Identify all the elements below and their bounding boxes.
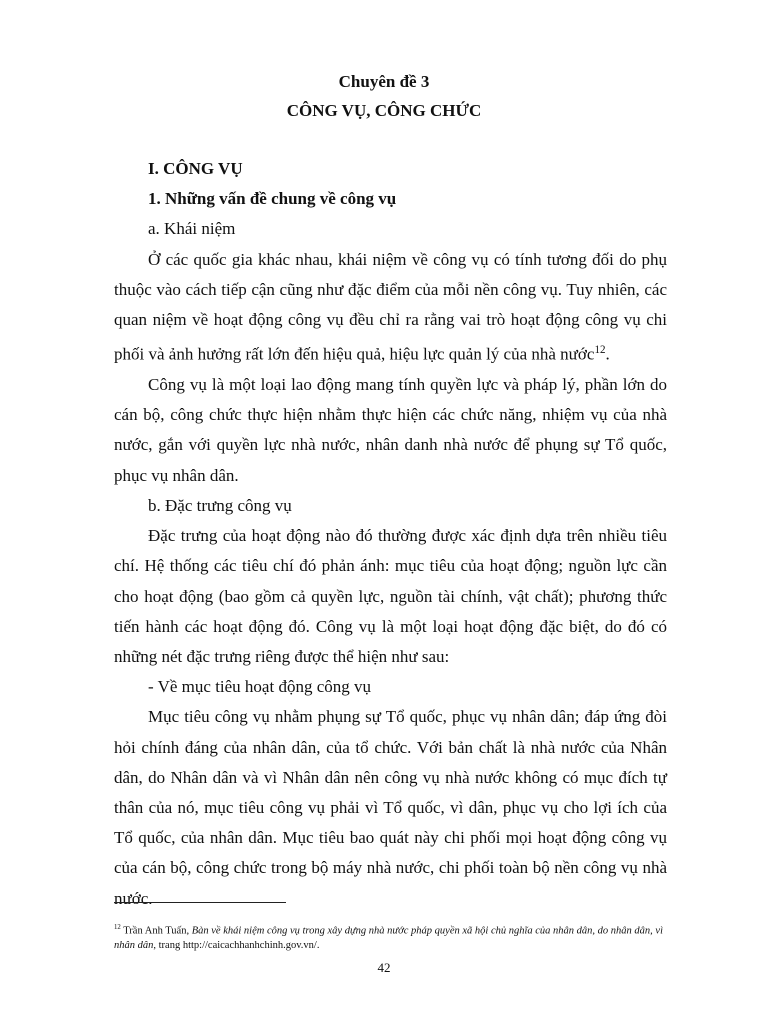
footnote-divider: [114, 902, 286, 903]
paragraph-text: Ở các quốc gia khác nhau, khái niệm về công vụ có tính tương đối do phụ thuộc vào cách tiếp cận cũng như đặc điểm của mỗi nền công vụ. Tuy nhiên, các quan niệm về hoạt động công vụ đều chỉ ra rằng vai trò hoạt động công vụ chi phối và ảnh hưởng rất lớn đến hiệu quả, hiệu lực quản lý của nhà nước: [114, 249, 667, 364]
footnote-work-title: Bàn về khái niệm công vụ trong xây dựng nhà nước pháp quyền xã hội chủ nghĩa của nhân dân, do nhân dân, vì nhân dân: [114, 925, 664, 951]
paragraph-end: .: [605, 344, 610, 364]
subsection-heading: 1. Những vấn đề chung về công vụ: [148, 189, 397, 209]
footnote-number: 12: [114, 924, 121, 931]
footnote-author: Trần Anh Tuấn,: [120, 925, 192, 937]
main-text: [114, 154, 667, 914]
topic-label: Chuyên đề 3: [338, 72, 430, 91]
paragraph-characteristics: Đặc trưng của hoạt động nào đó thường được xác định dựa trên nhiều tiêu chí. Hệ thống các tiêu chí đó phản ánh: mục tiêu của hoạt động; nguồn lực cần cho hoạt động (bao gồm cả quyền lực, nguồn tài chính, vật chất); phương thức tiến hành các hoạt động đó. Công vụ là một loại hoạt động đặc biệt, do đó có những nét đặc trưng riêng được thể hiện như sau:: [114, 526, 667, 666]
bullet-heading: - Về mục tiêu hoạt động công vụ: [148, 677, 372, 697]
footnote-ref[interactable]: 12: [594, 344, 606, 357]
item-a-heading: a. Khái niệm: [148, 219, 236, 239]
paragraph-public-service: Công vụ là một loại lao động mang tính quyền lực và pháp lý, phần lớn do cán bộ, công chức thực hiện nhằm thực hiện các chức năng, nhiệm vụ của nhà nước, gắn với quyền lực nhà nước, nhân danh nhà nước để phụng sự Tổ quốc, phục vụ nhân dân.: [114, 375, 667, 485]
paragraph-definition: [114, 245, 667, 370]
footnote: [114, 921, 667, 953]
page-number: 42: [377, 960, 391, 975]
item-b-heading: b. Đặc trưng công vụ: [148, 495, 292, 515]
section-heading: I. CÔNG VỤ: [148, 159, 243, 178]
paragraph-objectives: Mục tiêu công vụ nhằm phụng sự Tổ quốc, phục vụ nhân dân; đáp ứng đòi hỏi chính đáng của nhân dân, của tổ chức. Với bản chất là nhà nước của Nhân dân, do Nhân dân và vì Nhân dân nên công vụ nhà nước không có mục đích tự thân của nó, mục tiêu công vụ phải vì Tổ quốc, vì dân, phục vụ cho lợi ích của Tổ quốc, của nhân dân. Mục tiêu bao quát này chi phối mọi hoạt động công vụ của cán bộ, công chức trong bộ máy nhà nước, chi phối toàn bộ nền công vụ nhà nước.: [114, 707, 667, 908]
footnote-source: , trang http://caicachhanhchinh.gov.vn/.: [153, 939, 320, 951]
page-title: CÔNG VỤ, CÔNG CHỨC: [286, 101, 482, 120]
